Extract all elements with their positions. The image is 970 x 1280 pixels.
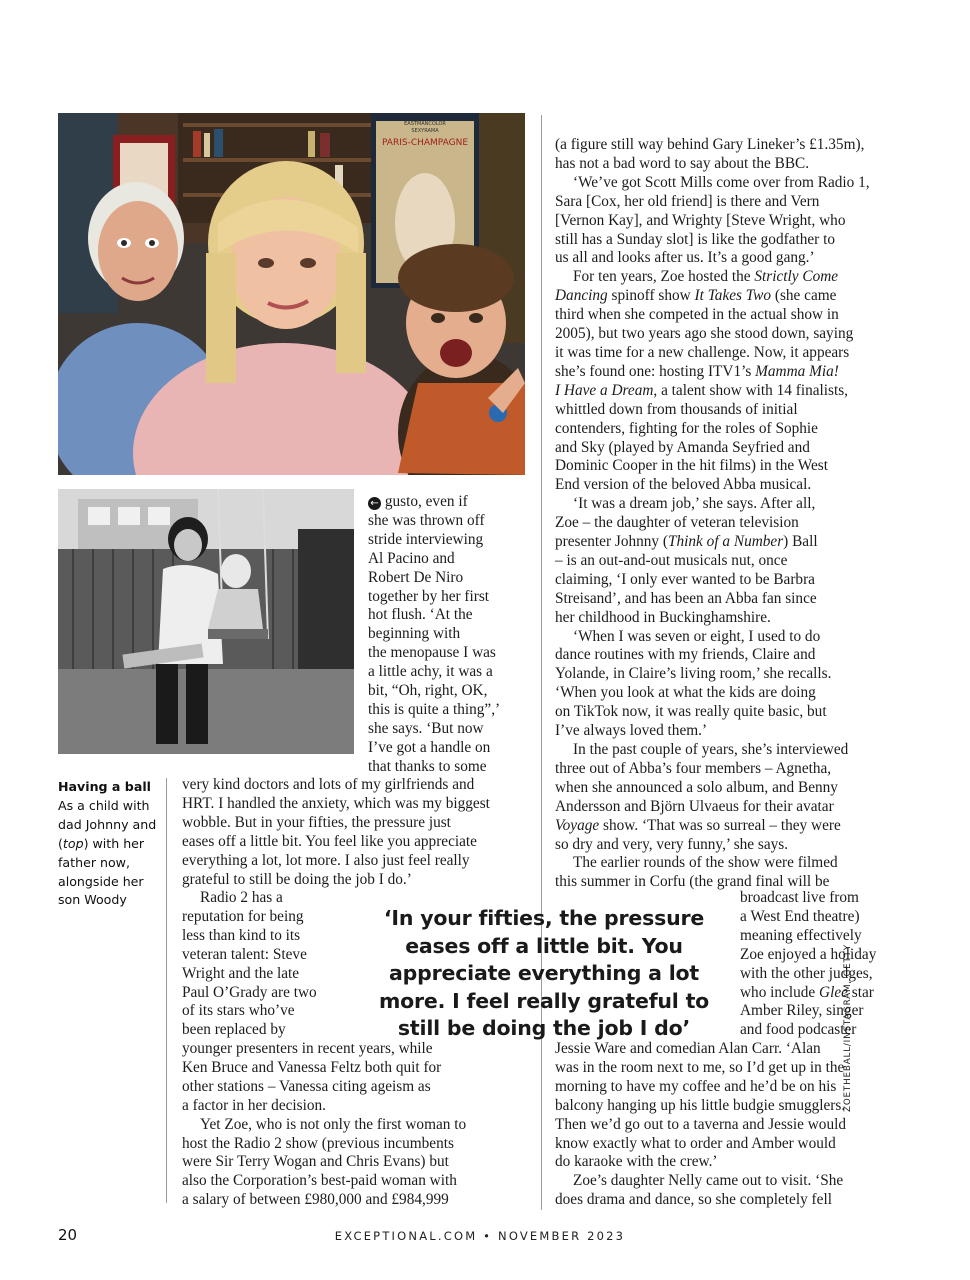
mid-short-line: less than kind to its [182,926,301,944]
right-line: 2005), but two years ago she stood down, saying [555,325,854,343]
right-line: Jessie Ware and comedian Alan Carr. ‘Alan [555,1040,821,1057]
column-right-short [740,889,910,1040]
right-short-line: Amber Riley, singer [740,1002,864,1020]
right-line: her childhood in Buckinghamshire. [555,608,771,626]
wrap-line: a little achy, it was a [368,663,493,681]
caption-heading: Having a ball [58,779,151,794]
right-line: dance routines with my friends, Claire and [555,646,816,664]
continued-arrow-icon: ← [368,497,381,510]
right-line: has not a bad word to say about the BBC. [555,154,810,172]
wrap-line-0-text: gusto, even if [384,493,468,510]
right-line [555,817,905,836]
caption-divider [166,778,167,1203]
wrap-line: bit, “Oh, right, OK, [368,682,488,700]
right-line: and Sky (played by Amanda Seyfried and [555,438,810,456]
wrap-line: the menopause I was [368,644,496,662]
right-line: balcony hanging up his little budgie smugglers. [555,1096,846,1114]
caption-body-b: ) with her father now, alongside her son Woody [58,835,145,908]
p3-l2i2: It Takes Two [694,287,772,305]
mid-short-line: Paul O’Grady are two [182,983,317,1001]
right-line: still has a Sunday slot] is like the godfather to [555,230,835,248]
right-line: us all and looks after us. It’s a good gang.’ [555,249,815,267]
poster-title: PARIS-CHAMPAGNE [381,138,469,148]
mid-short-line: of its stars who’ve [182,1002,295,1020]
wrap-line: I’ve got a handle on [368,738,491,756]
right-line: know exactly what to order and Amber would [555,1134,836,1152]
right-line: on TikTok now, it was really quite basic, but [555,703,827,721]
p3-l7i: I Have a Dream [555,381,654,399]
right-line: ‘We’ve got Scott Mills come over from Radio 1, [573,173,870,191]
wrap-line: stride interviewing [368,530,484,548]
mid-short-line: been replaced by [182,1021,286,1039]
photo-caption [58,778,158,910]
bw-photo-swing [58,489,354,754]
right-line: so dry and very, very funny,’ she says. [555,835,789,853]
wrap-line-0 [368,493,528,512]
mid-line: Yet Zoe, who is not only the first woman to [200,1115,467,1133]
right-short-line: a West End theatre) [740,907,860,925]
page-number: 20 [58,1226,78,1244]
p4-l3a: presenter Johnny ( [555,533,668,551]
p6-l5i: Voyage [555,816,600,834]
mid-line: Ken Bruce and Vanessa Feltz both quit for [182,1058,442,1076]
right-line [555,268,905,287]
p4-l3b: ) Ball [783,533,818,551]
p3-l1i: Strictly Come [754,268,839,286]
p7s-l6a: who include [740,983,820,1001]
wrap-line: Al Pacino and [368,549,455,567]
right-line: Streisand’, and has been an Abba fan since [555,589,817,607]
column-mid-short [182,889,352,1040]
p7s-l6i: Glee [819,983,848,1001]
right-line: morning to have my coffee and he’d be on his [555,1077,837,1095]
column-mid-block-1 [182,776,534,889]
caption-body [58,797,158,910]
right-line: do karaoke with the crew.’ [555,1153,718,1171]
p3-l2i: Dancing [555,287,608,305]
mid-line: very kind doctors and lots of my girlfriends and [182,776,475,793]
right-line [555,382,905,401]
right-short-line: with the other judges, [740,964,873,982]
mid-line: also the Corporation’s best-paid woman with [182,1172,457,1190]
right-line: when she announced a solo album, and Benny [555,778,838,796]
p4-l3i: Think of a Number [668,533,784,551]
photo-credit: ZOETHEBALL/INSTAGRAM, GETTY [843,944,853,1112]
caption-body-italic: top [62,835,84,851]
right-line: End version of the beloved Abba musical. [555,476,812,494]
right-line: Sara [Cox, her old friend] is there and Vern [555,192,820,210]
right-line: third when she competed in the actual show in [555,306,839,324]
mid-short-line: veteran talent: Steve [182,945,307,963]
right-line: Then we’d go out to a taverna and Jessie would [555,1115,846,1133]
column-right [555,136,905,892]
right-short-line [740,984,910,1003]
poster-sub2: SEXYRAMA [411,128,439,134]
right-line: this summer in Corfu (the grand final will be [555,873,830,891]
wrap-line: beginning with [368,625,461,643]
right-line: contenders, fighting for the roles of Sophie [555,419,818,437]
right-line: does drama and dance, so she completely fell [555,1191,832,1209]
right-short-line: broadcast live from [740,889,859,906]
wrap-line: this is quite a thing”,’ [368,700,501,718]
right-line: (a figure still way behind Gary Lineker’s £1.35m), [555,136,865,153]
right-short-line: and food podcaster [740,1021,857,1039]
wrap-line: she says. ‘But now [368,719,484,737]
right-line [555,287,905,306]
wrap-line: that thanks to some [368,757,487,775]
right-line: ‘It was a dream job,’ she says. After all, [573,495,816,513]
mid-line: were Sir Terry Wogan and Chris Evans) but [182,1153,449,1171]
mid-line: everything a lot, lot more. I also just feel really [182,851,470,869]
right-line: The earlier rounds of the show were filmed [573,854,838,872]
mid-line: a salary of between £980,000 and £984,999 [182,1191,449,1209]
mid-line: other stations – Vanessa citing ageism as [182,1077,431,1095]
right-line: it was time for a new challenge. Now, it appears [555,343,850,361]
selfie-illustration [58,113,525,475]
poster-sub1: EASTMANCOLOR [404,121,446,127]
p6-l5b: show. ‘That was so surreal – they were [599,816,841,834]
mid-line: HRT. I handled the anxiety, which was my biggest [182,794,490,812]
right-line: Zoe – the daughter of veteran television [555,514,799,532]
column-mid-block-2 [182,1040,534,1210]
right-line: ‘When I was seven or eight, I used to do [573,627,821,645]
wrap-line: she was thrown off [368,511,485,529]
right-line: I’ve always loved them.’ [555,722,708,740]
mid-short-line: reputation for being [182,907,304,925]
mid-line: host the Radio 2 show (previous incumbents [182,1134,454,1152]
right-line [555,363,905,382]
p3-l2b: spinoff show [607,287,695,305]
right-short-line: meaning effectively [740,926,862,944]
mid-line: younger presenters in recent years, while [182,1040,433,1057]
right-line: Zoe’s daughter Nelly came out to visit. ‘She [573,1172,844,1190]
right-line: Andersson and Björn Ulvaeus for their avatar [555,797,834,815]
right-line: In the past couple of years, she’s interviewed [573,741,849,758]
right-line: whittled down from thousands of initial [555,400,798,418]
wrap-line: hot flush. ‘At the [368,606,473,624]
right-line: [Vernon Kay], and Wrighty [Steve Wright, who [555,211,846,229]
right-line: – is an out-and-out musicals nut, once [555,551,788,569]
right-short-line: Zoe enjoyed a holiday [740,945,877,963]
column-left-wrap [368,493,528,777]
mid-line: a factor in her decision. [182,1096,326,1114]
right-line: Dominic Cooper in the hit films) in the West [555,457,828,475]
right-line: three out of Abba’s four members – Agnetha, [555,759,832,777]
right-line: was in the room next to me, so I’d get up in the [555,1058,845,1076]
right-line: ‘When you look at what the kids are doing [555,684,816,702]
p3-l2c: (she came [771,287,837,305]
right-line: claiming, ‘I only ever wanted to be Barbra [555,570,815,588]
right-line [555,533,905,552]
p3-l7b: , a talent show with 14 finalists, [653,381,849,399]
p3-l6i: Mamma Mia! [755,362,839,380]
column-divider [541,115,542,1210]
wrap-line: together by her first [368,587,490,605]
caption-body-a: As a child with dad Johnny and ( [58,797,157,851]
p3-l6a: she’s found one: hosting ITV1’s [555,362,756,380]
top-photo-selfie [58,113,525,475]
footer-magazine: EXCEPTIONAL.COM • NOVEMBER 2023 [334,1229,626,1243]
p7s-l6b: star [847,983,874,1001]
mid-short-line: Wright and the late [182,964,300,982]
wrap-line: Robert De Niro [368,568,464,586]
pull-quote: ‘In your fifties, the pressure eases off a little bit. You appreciate everything a lot more. I feel really grateful to still be doing the job I do’ [378,906,710,1040]
mid-line: grateful to still be doing the job I do.’ [182,870,412,888]
mid-line: wobble. But in your fifties, the pressure just [182,813,451,831]
right-line: Yolande, in Claire’s living room,’ she recalls. [555,665,832,683]
mid-short-line: Radio 2 has a [200,889,283,906]
p3-l1a: For ten years, Zoe hosted the [573,268,755,286]
swing-illustration [58,489,354,754]
mid-line: eases off a little bit. You feel like you appreciate [182,832,477,850]
